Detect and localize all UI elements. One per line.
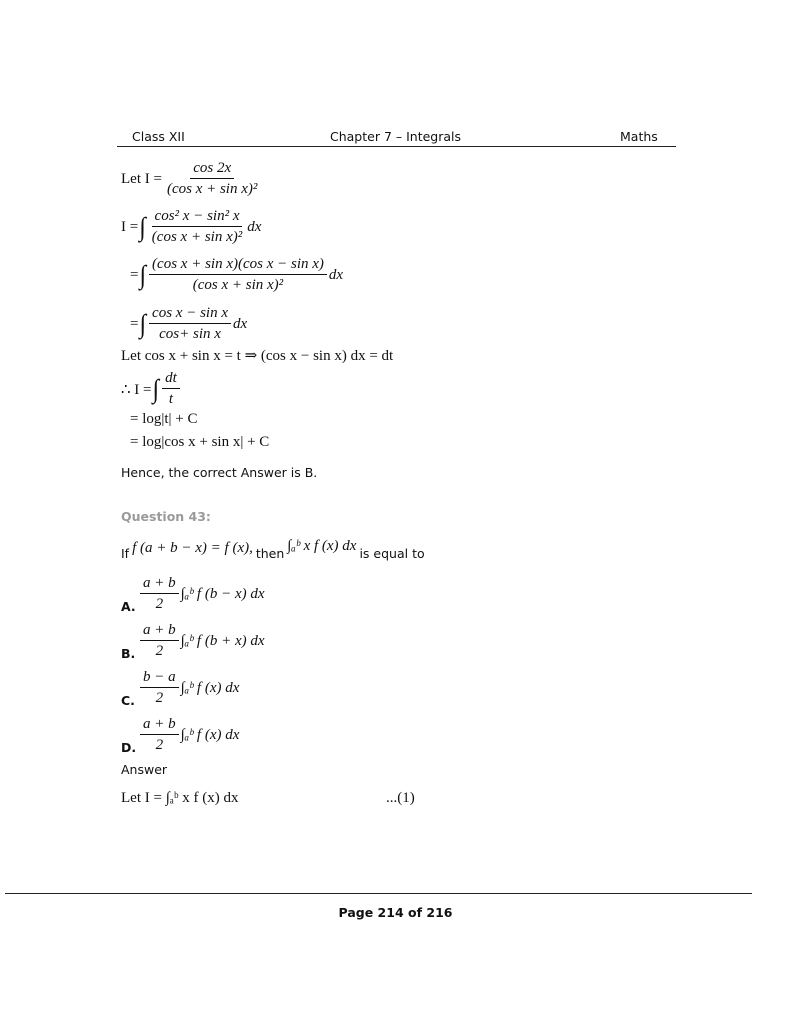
denominator: (cos x + sin x)² xyxy=(166,181,258,197)
numerator: cos 2x xyxy=(190,160,234,179)
option-label: B. xyxy=(121,646,136,661)
option-label: D. xyxy=(121,740,137,755)
question-title: Question 43: xyxy=(121,509,211,524)
header-class: Class XII xyxy=(132,129,185,144)
integral-sign: ∫ xyxy=(139,261,147,290)
option-expr xyxy=(138,669,239,708)
integral-sign: ∫ xyxy=(139,213,146,242)
equal-text: is equal to xyxy=(359,546,425,561)
option-expr xyxy=(138,716,239,755)
lhs: Let I = xyxy=(121,171,162,187)
math-line-4 xyxy=(130,305,247,344)
denominator: (cos x + sin x)² xyxy=(192,277,284,293)
denominator: t xyxy=(168,391,173,407)
answer-line: Let I = ∫ₐᵇ x f (x) dx xyxy=(121,790,239,806)
integral-expr: ∫ₐᵇ x f (x) dx xyxy=(287,538,357,554)
answer-label: Answer xyxy=(121,762,168,777)
page-number: Page 214 of 216 xyxy=(338,905,453,920)
integral-expr: ∫ₐᵇ f (x) dx xyxy=(180,727,240,743)
differential: dx xyxy=(232,316,248,332)
denominator: 2 xyxy=(155,643,164,659)
denominator: 2 xyxy=(155,737,164,753)
differential: dx xyxy=(247,219,262,235)
integral-sign: ∫ xyxy=(152,375,160,404)
lhs: = xyxy=(130,267,139,283)
numerator: a + b xyxy=(140,575,179,594)
option-expr xyxy=(138,575,265,614)
header-chapter: Chapter 7 – Integrals xyxy=(330,129,462,144)
header-subject: Maths xyxy=(620,129,658,144)
equation-number: ...(1) xyxy=(386,790,415,806)
option-label: C. xyxy=(121,693,135,708)
math-line-3 xyxy=(130,256,343,295)
numerator: a + b xyxy=(140,622,179,641)
fraction xyxy=(164,160,260,199)
then-text: then xyxy=(255,546,285,561)
lhs: I = xyxy=(121,219,139,235)
numerator: a + b xyxy=(140,716,179,735)
denominator: (cos x + sin x)² xyxy=(151,229,243,245)
fraction xyxy=(149,256,327,295)
footer-rule xyxy=(5,893,752,894)
header-rule xyxy=(117,146,676,147)
integral-sign: ∫ xyxy=(139,310,147,339)
option-label: A. xyxy=(121,599,136,614)
math-line-2 xyxy=(121,208,261,247)
fraction xyxy=(149,305,231,344)
condition-expr: f (a + b − x) = f (x), xyxy=(132,540,253,556)
numerator: cos x − sin x xyxy=(149,305,231,324)
denominator: 2 xyxy=(155,690,164,706)
lhs: = xyxy=(130,316,139,332)
numerator: (cos x + sin x)(cos x − sin x) xyxy=(149,256,327,275)
math-line-8: = log|cos x + sin x| + C xyxy=(130,434,270,450)
numerator: cos² x − sin² x xyxy=(152,208,243,227)
numerator: dt xyxy=(162,370,180,389)
integral-expr: ∫ₐᵇ f (b − x) dx xyxy=(180,586,265,602)
numerator: b − a xyxy=(140,669,179,688)
math-line-5: Let cos x + sin x = t ⇒ (cos x − sin x) dx = dt xyxy=(121,348,394,364)
integral-expr: ∫ₐᵇ f (b + x) dx xyxy=(180,633,265,649)
math-line-1 xyxy=(121,160,262,199)
conclusion-text: Hence, the correct Answer is B. xyxy=(121,465,318,480)
question-statement xyxy=(121,538,425,561)
integral-expr: ∫ₐᵇ f (x) dx xyxy=(180,680,240,696)
fraction xyxy=(149,208,245,247)
denominator: cos+ sin x xyxy=(159,326,221,342)
fraction xyxy=(162,370,180,409)
if-text: If xyxy=(121,546,130,561)
math-line-7: = log|t| + C xyxy=(130,411,198,427)
lhs: ∴ I = xyxy=(121,382,152,398)
math-line-6 xyxy=(121,370,182,409)
option-expr xyxy=(138,622,265,661)
denominator: 2 xyxy=(155,596,164,612)
differential: dx xyxy=(328,267,344,283)
